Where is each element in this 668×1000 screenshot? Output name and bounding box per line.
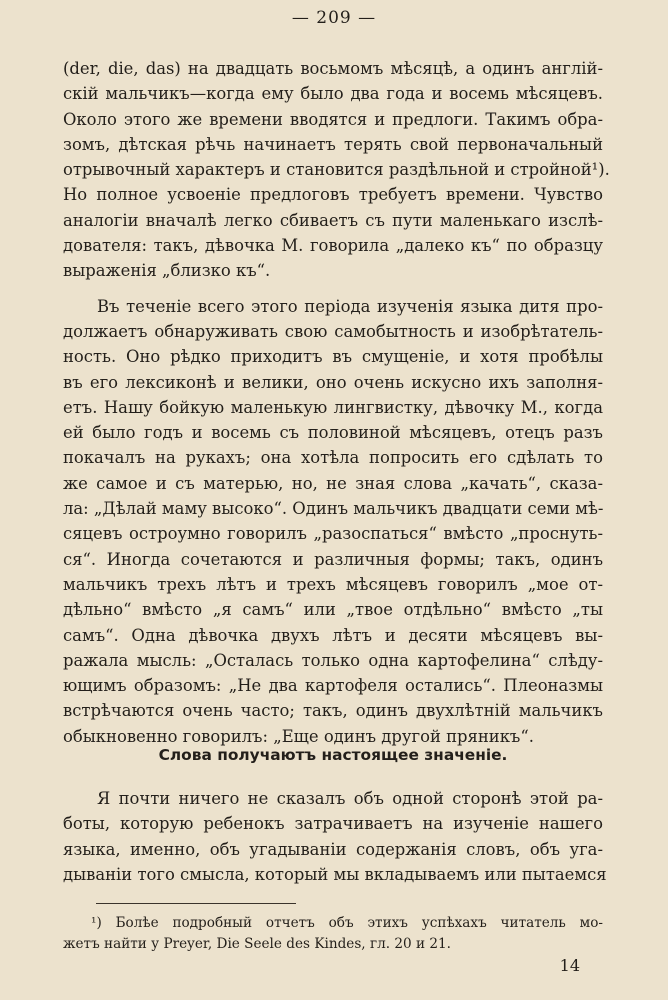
text-line: аналогіи вначалѣ легко сбиваетъ съ пути маленькаго изслѣ- [63,210,603,230]
footnote-line: ¹) Болѣе подробный отчетъ объ этихъ успѣхахъ читатель мо- [91,915,603,931]
text-line: отрывочный характеръ и становится раздѣльной и стройной¹). [63,160,610,180]
text-line: Я почти ничего не сказалъ объ одной сторонѣ этой ра- [97,789,603,808]
footnote-line: жетъ найти у Preyer, Die Seele des Kindes, гл. 20 и 21. [63,936,451,952]
text-line: етъ. Нашу бойкую маленькую лингвистку, дѣвочку М., когда [63,397,603,417]
text-line: ность. Оно рѣдко приходитъ въ смущеніе, и хотя пробѣлы [63,347,603,367]
text-line: ющимъ образомъ: „Не два картофеля остались“. Плеоназмы [63,676,603,696]
text-line: выраженія „близко къ“. [63,261,271,281]
text-line: дываніи того смысла, который мы вкладываемъ или пытаемся [63,864,607,884]
text-line: покачалъ на рукахъ; она хотѣла попросить его сдѣлать то [63,448,603,468]
page-number: — 209 — [291,8,377,28]
text-line: боты, которую ребенокъ затрачиваетъ на изученіе нашего [63,814,603,834]
text-line: (der, die, das) на двадцать восьмомъ мѣсяцѣ, а одинъ англій- [63,59,603,78]
footnote [63,913,603,955]
text-line: въ его лексиконѣ и велики, оно очень искусно ихъ заполня- [63,372,603,392]
text-line: дѣльно“ вмѣсто „я самъ“ или „твое отдѣльно“ вмѣсто „ты [63,600,603,620]
text-line: языка, именно, объ угадываніи содержанія словъ, объ уга- [63,839,603,859]
text-line: сяцевъ остроумно говорилъ „разоспаться“ вмѣсто „проснуть- [63,524,603,544]
main-text [63,56,610,749]
text-line: же самое и съ матерью, но, не зная слова „качать“, сказа- [63,473,603,493]
signature-mark: 14 [559,956,580,975]
text-line: должаетъ обнаруживать свою самобытность и изобрѣтатель- [63,321,603,341]
text-line: зомъ, дѣтская рѣчь начинаетъ терять свой первоначальный [63,134,603,154]
text-line: ей было годъ и восемь съ половиной мѣсяцевъ, отецъ разъ [63,423,603,443]
text-line: ла: „Дѣлай маму высоко“. Одинъ мальчикъ двадцати семи мѣ- [63,499,604,519]
footnote-rule [96,903,296,904]
text-line: Но полное усвоеніе предлоговъ требуетъ времени. Чувство [63,185,603,205]
text-line: мальчикъ трехъ лѣтъ и трехъ мѣсяцевъ говорилъ „мое от- [63,574,603,594]
text-line: ражала мысль: „Осталась только одна картофелина“ слѣду- [63,650,603,670]
text-line: обыкновенно говорилъ: „Еще одинъ другой пряникъ“. [63,726,534,746]
text-line: скій мальчикъ—когда ему было два года и восемь мѣсяцевъ. [63,84,603,104]
text-line: ся“. Иногда сочетаются и различныя формы; такъ, одинъ [63,549,603,569]
text-line: самъ“. Одна дѣвочка двухъ лѣтъ и десяти мѣсяцевъ вы- [63,625,603,645]
text-line: встрѣчаются очень часто; такъ, одинъ двухлѣтній мальчикъ [63,701,603,721]
text-line: Около этого же времени вводятся и предлоги. Такимъ обра- [63,109,603,129]
paragraph-2 [63,294,603,749]
paragraph-3 [63,786,607,887]
section-heading: Слова получаютъ настоящее значеніе. [158,746,508,764]
text-line: дователя: такъ, дѣвочка М. говорила „далеко къ“ по образцу [63,236,603,256]
paragraph-1 [63,56,610,284]
text-line: Въ теченіе всего этого періода изученія языка дитя про- [97,296,603,316]
